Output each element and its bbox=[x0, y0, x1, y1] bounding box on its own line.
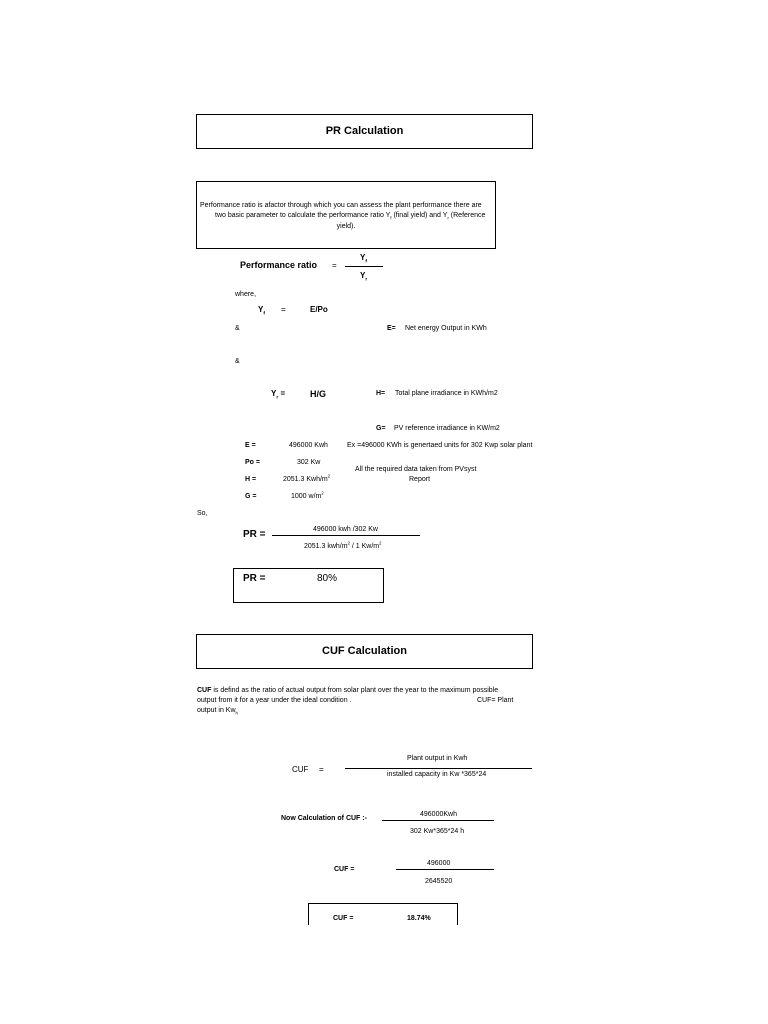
cuf-def-line2: output from it for a year under the ideal condition . bbox=[197, 697, 352, 704]
pr-intro-box bbox=[196, 181, 496, 249]
po-value: 302 Kw bbox=[297, 459, 321, 466]
cuf-formula-denominator: installed capacity in Kw *365*24 bbox=[387, 771, 487, 778]
h-def-key: H= bbox=[376, 390, 386, 397]
h-label: H = bbox=[245, 476, 257, 483]
pr-intro-line2 bbox=[215, 212, 485, 219]
pr-denominator-b: / 1 Kw/m bbox=[349, 543, 380, 550]
pr-formula-label: Performance ratio bbox=[240, 260, 318, 270]
cuf-step-label: CUF = bbox=[334, 866, 355, 873]
e-def-text: Net energy Output in KWh bbox=[405, 325, 487, 332]
pr-heading-box bbox=[196, 114, 533, 149]
cuf-step-numerator: 496000 bbox=[427, 860, 451, 867]
where-label: where, bbox=[235, 291, 257, 298]
yr-base: Y bbox=[360, 271, 366, 280]
cuf-formula-numerator: Plant output in Kwh bbox=[407, 755, 468, 762]
cuf-now-denominator: 302 Kw*365*24 h bbox=[410, 828, 465, 835]
cuf-result-value: 18.74% bbox=[407, 915, 431, 922]
g-def-key: G= bbox=[376, 425, 386, 432]
cuf-formula-eq: = bbox=[319, 765, 324, 774]
cuf-now-fraction-line bbox=[382, 820, 494, 821]
pr-fraction-line bbox=[272, 535, 420, 536]
pr-heading: PR Calculation bbox=[325, 125, 404, 137]
pr-intro-line2-a: two basic parameter to calculate the performance ratio Y bbox=[215, 212, 391, 219]
yf-symbol-base: Y bbox=[258, 305, 264, 314]
cuf-heading-box bbox=[196, 634, 533, 669]
g-value bbox=[291, 490, 324, 500]
cuf-step-denominator: 2645520 bbox=[425, 878, 453, 885]
g-value-text: 1000 w/m bbox=[291, 493, 322, 500]
pr-denominator-sup: 2 bbox=[347, 540, 350, 546]
po-label: Po = bbox=[245, 459, 260, 466]
yf-symbol bbox=[258, 306, 265, 315]
yf-base: Y bbox=[360, 253, 366, 262]
pr-intro-line3: yield). bbox=[336, 223, 356, 230]
pr-intro-line2-c: (Reference bbox=[448, 212, 486, 219]
h-value-sup: 2 bbox=[327, 473, 331, 479]
pr-result-box bbox=[233, 568, 384, 603]
amp-2: & bbox=[235, 358, 240, 365]
yf-symbol-sub: f bbox=[263, 311, 265, 317]
cuf-def-line1 bbox=[197, 687, 498, 694]
cuf-heading: CUF Calculation bbox=[322, 645, 407, 657]
h-def-text: Total plane irradiance in KWh/m2 bbox=[395, 390, 498, 397]
pr-intro-sub-f: f bbox=[390, 215, 392, 221]
cuf-now-numerator: 496000Kwh bbox=[420, 811, 457, 818]
e-value: 496000 Kwh bbox=[289, 442, 328, 449]
cuf-def-line3 bbox=[197, 707, 238, 714]
cuf-formula-fraction-line bbox=[345, 768, 532, 769]
cuf-def-line1-rest: is defind as the ratio of actual output from solar plant over the year to the maximum possible bbox=[211, 687, 499, 694]
g-def-text: PV reference irradiance in KW/m2 bbox=[394, 425, 500, 432]
pr-numerator: 496000 kwh /302 Kw bbox=[313, 526, 378, 533]
g-label: G = bbox=[245, 493, 257, 500]
pr-formula-fraction-line bbox=[345, 266, 383, 267]
yf-value: E/Po bbox=[310, 305, 328, 314]
pr-denominator bbox=[304, 540, 382, 550]
pr-intro-sub-r: r bbox=[447, 215, 449, 221]
pr-formula-yf bbox=[360, 254, 367, 263]
cuf-def-line3-text: output in Kw bbox=[197, 707, 236, 714]
cuf-step-fraction-line bbox=[396, 869, 494, 870]
cuf-result-box bbox=[308, 903, 458, 925]
pr-formula-yr bbox=[360, 272, 367, 281]
pr-eq-label: PR = bbox=[243, 529, 266, 540]
yr-symbol-base: Y bbox=[271, 389, 277, 398]
pr-intro-line2-b: (final yield) and Y bbox=[391, 212, 448, 219]
pr-formula-eq: = bbox=[332, 261, 337, 270]
e-label: E = bbox=[245, 442, 256, 449]
yr-symbol bbox=[271, 390, 285, 399]
yr-eq: = bbox=[280, 389, 286, 398]
pr-intro-line1: Performance ratio is afactor through which you can assess the plant performance there are bbox=[200, 202, 482, 209]
yf-sub: f bbox=[365, 259, 367, 265]
cuf-def-bold: CUF bbox=[197, 687, 212, 694]
cuf-now-label: Now Calculation of CUF :- bbox=[281, 815, 367, 822]
yf-eq: = bbox=[281, 305, 286, 314]
cuf-result-label: CUF = bbox=[333, 915, 354, 922]
amp-1: & bbox=[235, 325, 240, 332]
cuf-def-line2-right: CUF= Plant bbox=[477, 697, 514, 704]
e-example: Ex =496000 KWh is genertaed units for 302 Kwp solar plant bbox=[347, 442, 533, 449]
cuf-def-line3-sub: h bbox=[235, 710, 238, 716]
h-value bbox=[283, 473, 331, 483]
yr-value: H/G bbox=[310, 389, 327, 399]
pr-result-value: 80% bbox=[317, 573, 338, 584]
cuf-formula-label: CUF bbox=[292, 765, 309, 774]
data-note-line2: Report bbox=[409, 476, 431, 483]
so-label: So, bbox=[197, 510, 208, 517]
data-note-line1: All the required data taken from PVsyst bbox=[355, 466, 477, 473]
pr-denominator-sup2: 2 bbox=[379, 540, 382, 546]
pr-result-label: PR = bbox=[243, 573, 266, 584]
h-value-text: 2051.3 Kwh/m bbox=[283, 476, 328, 483]
yr-sub: r bbox=[365, 277, 368, 283]
e-def-key: E= bbox=[387, 325, 396, 332]
g-value-sup: 2 bbox=[321, 490, 324, 496]
pr-denominator-a: 2051.3 kwh/m bbox=[304, 543, 348, 550]
yr-symbol-sub: r bbox=[276, 395, 279, 401]
